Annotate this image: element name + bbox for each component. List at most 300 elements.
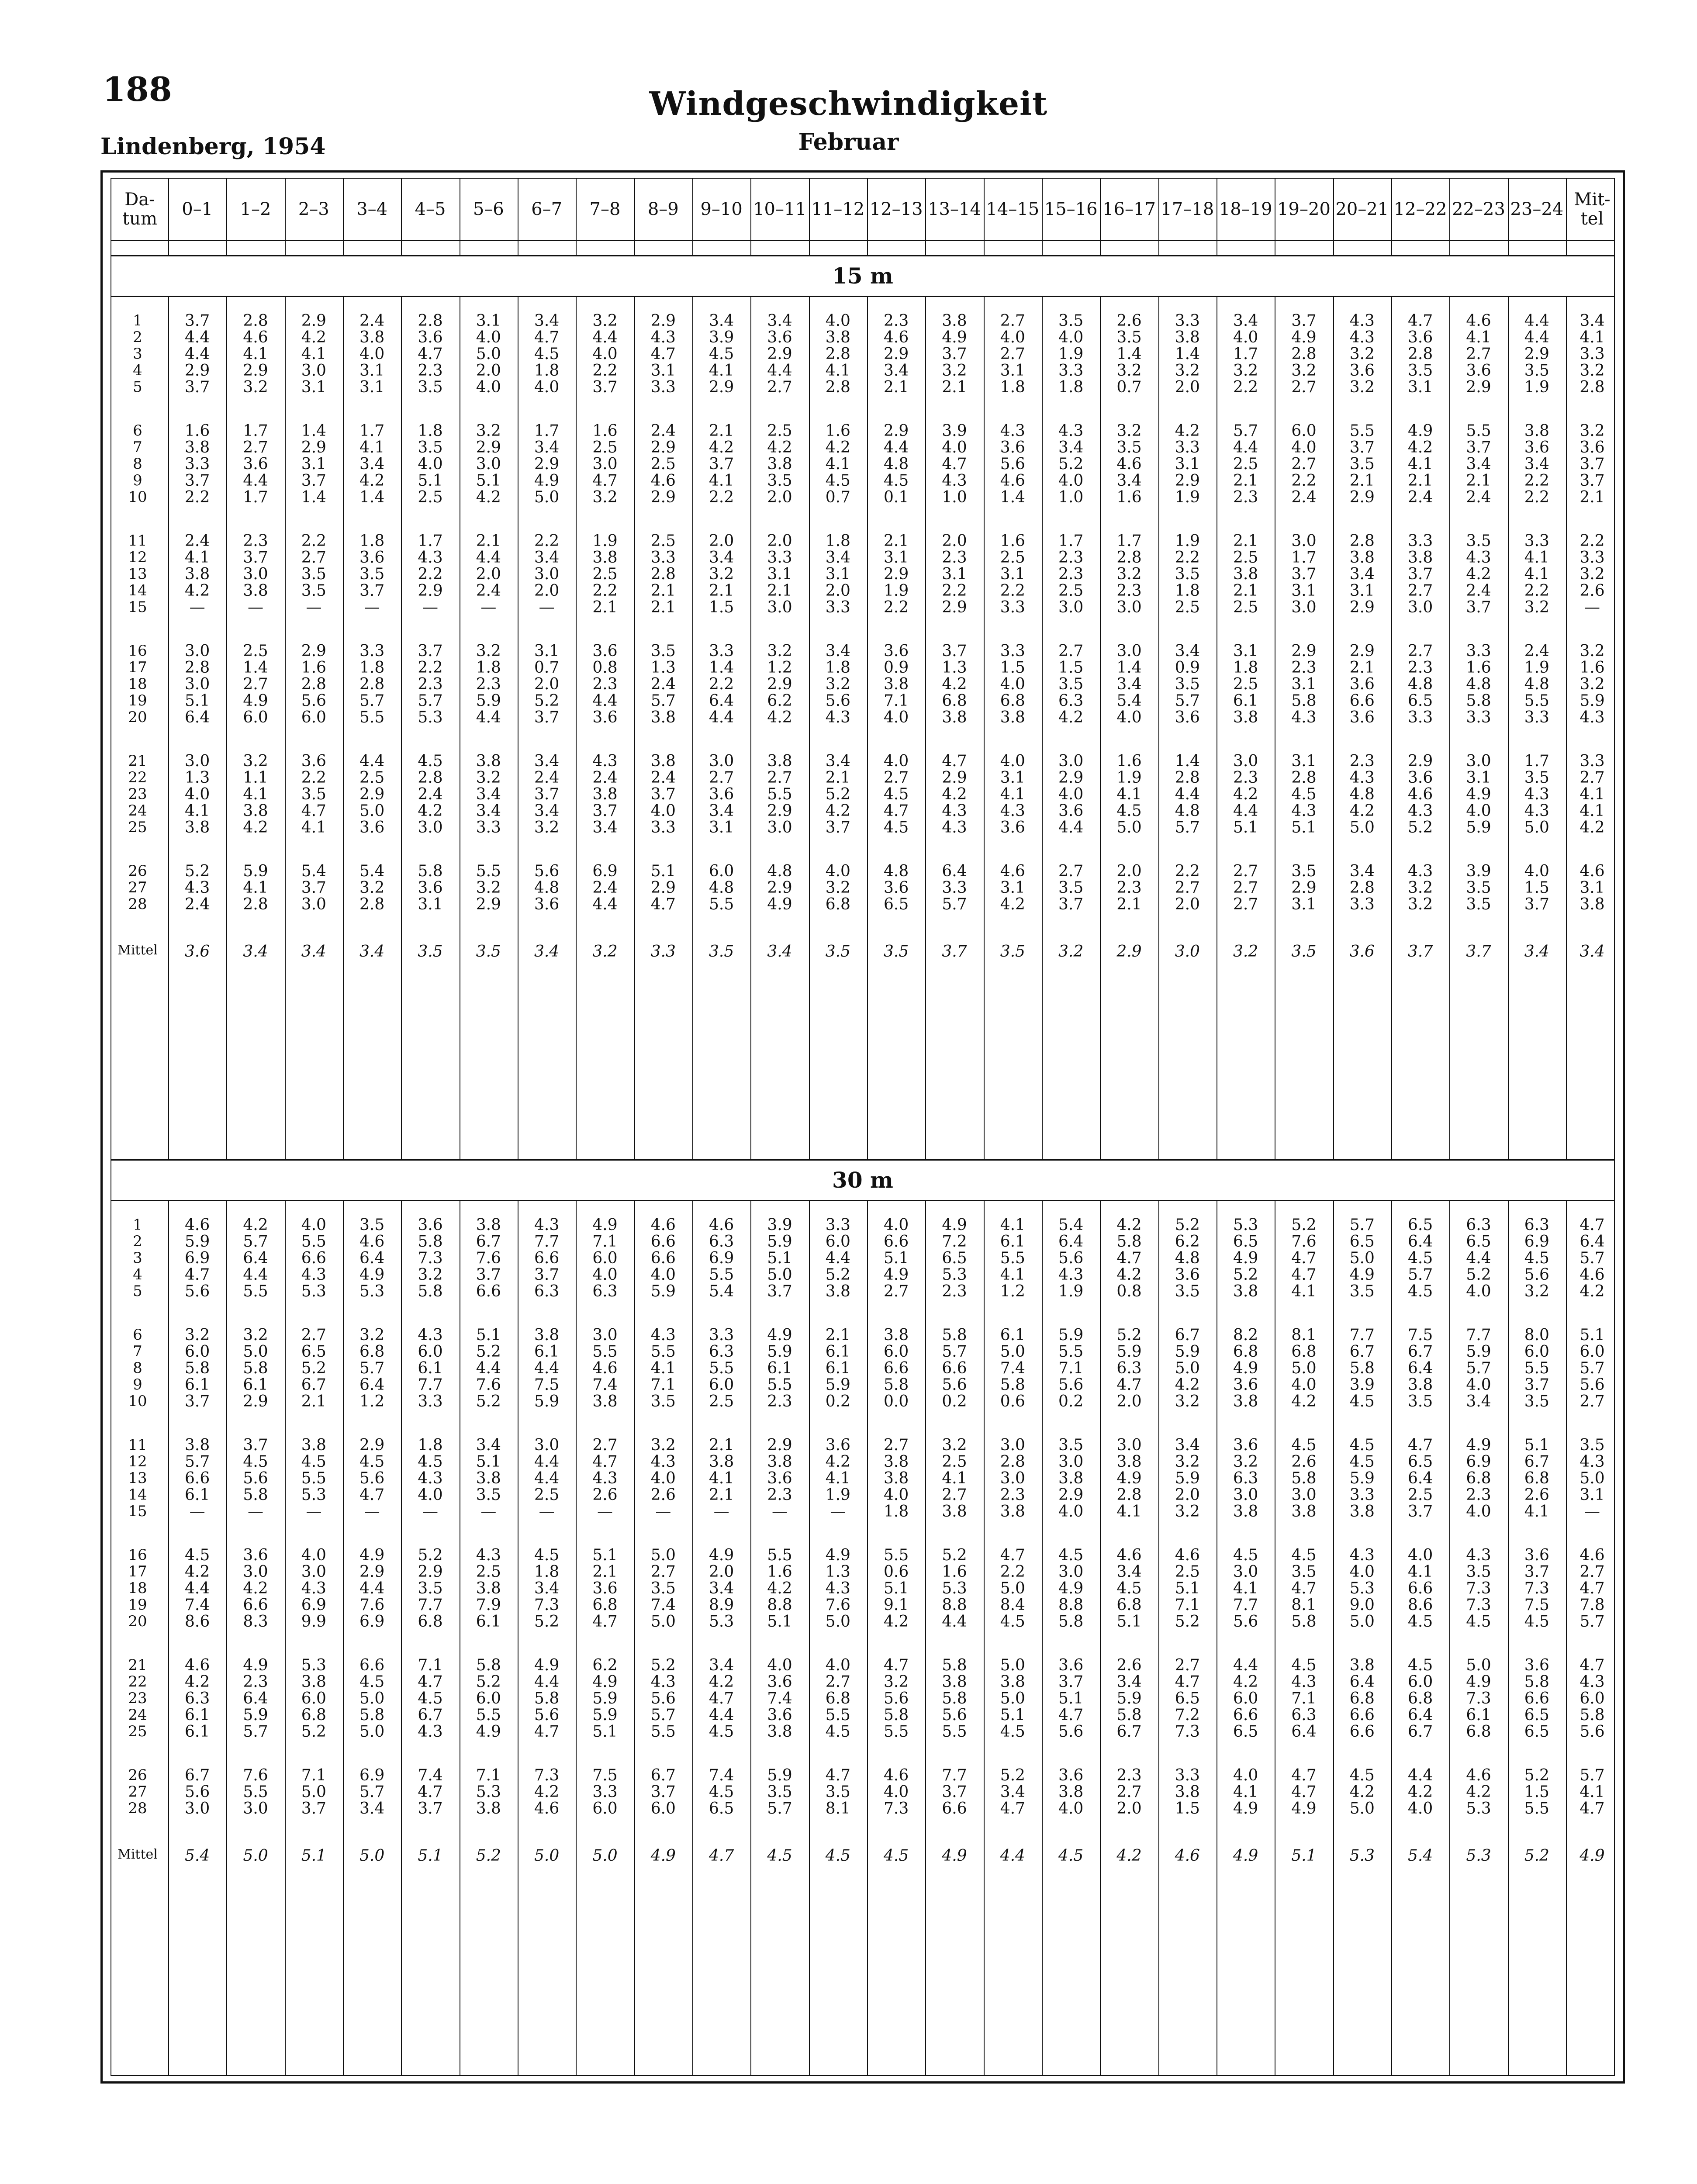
value-cell: 4.2 (1466, 1783, 1491, 1801)
value-cell: 4.7 (1291, 1783, 1317, 1801)
value-cell: 1.6 (592, 422, 618, 440)
value-cell: 4.1 (1291, 1282, 1317, 1300)
value-cell: 3.5 (1291, 1563, 1317, 1581)
value-cell: 2.9 (534, 455, 560, 473)
value-cell: 3.8 (1233, 565, 1258, 583)
value-cell: 6.2 (1175, 1233, 1200, 1251)
day-cell: 5 (133, 378, 142, 396)
value-cell: 5.6 (359, 1469, 385, 1487)
value-cell: 3.4 (709, 549, 734, 567)
value-cell: 4.4 (884, 439, 909, 456)
mean-cell: 5.1 (1291, 1847, 1317, 1865)
value-cell: 1.6 (1466, 659, 1491, 677)
value-cell: 1.4 (1000, 488, 1025, 506)
table-row (111, 785, 1614, 802)
value-cell: 1.0 (1058, 488, 1084, 506)
value-cell: 3.2 (476, 879, 501, 897)
mean-cell: 5.0 (1579, 1469, 1605, 1487)
value-cell: 6.4 (359, 1376, 385, 1394)
value-cell: 4.9 (1233, 1359, 1258, 1377)
value-cell: 3.0 (1116, 642, 1142, 660)
value-cell: 0.8 (1116, 1282, 1142, 1300)
mean-cell: 4.3 (1579, 1453, 1605, 1471)
value-cell: 5.7 (1175, 692, 1200, 710)
value-cell: 5.8 (884, 1706, 909, 1724)
value-cell: 3.1 (709, 819, 734, 836)
value-cell: 5.1 (1291, 819, 1317, 836)
value-cell: 4.0 (825, 1656, 850, 1674)
value-cell: 4.2 (418, 802, 443, 820)
value-cell: 3.2 (1349, 378, 1375, 396)
value-cell: 4.6 (359, 1233, 385, 1251)
value-cell: 5.3 (359, 1282, 385, 1300)
value-cell: 4.7 (1408, 312, 1433, 330)
value-cell: 5.5 (1524, 1359, 1549, 1377)
table-row (111, 692, 1614, 708)
value-cell: 5.6 (1524, 1266, 1549, 1284)
value-cell: 3.8 (301, 1673, 326, 1691)
value-cell: 3.6 (418, 1216, 443, 1234)
value-cell: 8.1 (825, 1800, 850, 1818)
value-cell: 6.6 (650, 1249, 676, 1267)
value-cell: 6.8 (1291, 1343, 1317, 1361)
value-cell: 4.7 (709, 1690, 734, 1707)
value-cell: 4.9 (243, 1656, 268, 1674)
value-cell: 3.7 (1408, 1503, 1433, 1521)
value-cell: 4.6 (1000, 472, 1025, 490)
value-cell: 7.6 (476, 1249, 501, 1267)
value-cell: 4.1 (185, 802, 210, 820)
value-cell: 4.9 (592, 1216, 618, 1234)
value-cell: 3.0 (418, 819, 443, 836)
value-cell: 6.5 (1175, 1690, 1200, 1707)
value-cell: 5.6 (185, 1783, 210, 1801)
value-cell: 6.7 (1175, 1326, 1200, 1344)
value-cell: 5.8 (1291, 1469, 1317, 1487)
value-cell: 5.9 (243, 1706, 268, 1724)
value-cell: 4.0 (592, 1266, 618, 1284)
value-cell: 3.8 (1408, 1376, 1433, 1394)
value-cell: 6.0 (709, 862, 734, 880)
value-cell: 2.8 (1349, 879, 1375, 897)
day-cell: 19 (128, 692, 147, 709)
value-cell: 5.3 (942, 1579, 967, 1597)
value-cell: 2.2 (1000, 582, 1025, 600)
table-row (111, 345, 1614, 362)
value-cell: 5.9 (1466, 819, 1491, 836)
mean-cell: 3.3 (1579, 549, 1605, 567)
value-cell: 6.1 (185, 1486, 210, 1504)
value-cell: 5.1 (418, 472, 443, 490)
value-cell: 3.2 (1349, 345, 1375, 363)
value-cell: 5.0 (1175, 1359, 1200, 1377)
value-cell: 3.5 (1349, 455, 1375, 473)
value-cell: 4.4 (534, 1453, 560, 1471)
value-cell: 3.5 (418, 378, 443, 396)
value-cell: 4.2 (1291, 1393, 1317, 1410)
column-header: 11–12 (811, 199, 865, 219)
value-cell: 5.0 (1000, 1656, 1025, 1674)
value-cell: 5.7 (650, 692, 676, 710)
value-cell: 6.0 (301, 1690, 326, 1707)
value-cell: 5.6 (1058, 1376, 1084, 1394)
value-cell: 3.7 (185, 472, 210, 490)
day-cell: 15 (128, 1503, 147, 1520)
value-cell: 3.6 (767, 1673, 792, 1691)
value-cell: 3.4 (534, 549, 560, 567)
value-cell: 3.7 (709, 455, 734, 473)
value-cell: 4.3 (650, 1326, 676, 1344)
value-cell: 2.9 (650, 879, 676, 897)
value-cell: 2.4 (185, 532, 210, 550)
value-cell: 2.8 (1408, 345, 1433, 363)
value-cell: 5.8 (1000, 1376, 1025, 1394)
mean-cell: 4.1 (1579, 802, 1605, 820)
column-header: 15–16 (1044, 199, 1098, 219)
value-cell: 6.0 (592, 1800, 618, 1818)
value-cell: 3.6 (534, 895, 560, 913)
value-cell: 3.3 (476, 819, 501, 836)
value-cell: 2.3 (1233, 769, 1258, 787)
value-cell: 3.4 (534, 312, 560, 330)
value-cell: 3.7 (185, 1393, 210, 1410)
value-cell: 6.1 (243, 1376, 268, 1394)
value-cell: 5.5 (884, 1546, 909, 1564)
value-cell: 3.3 (418, 1393, 443, 1410)
value-cell: 6.5 (1408, 1453, 1433, 1471)
value-cell: 2.0 (1175, 895, 1200, 913)
value-cell: 6.8 (825, 1690, 850, 1707)
table-row (111, 598, 1614, 615)
day-cell: 20 (128, 1613, 147, 1630)
value-cell: — (539, 1503, 555, 1521)
value-cell: 3.8 (942, 312, 967, 330)
value-cell: 5.2 (825, 1266, 850, 1284)
value-cell: 3.2 (1175, 1453, 1200, 1471)
value-cell: 6.0 (476, 1690, 501, 1707)
value-cell: 5.7 (767, 1800, 792, 1818)
value-cell: 3.2 (767, 642, 792, 660)
value-cell: 2.4 (592, 879, 618, 897)
value-cell: 4.5 (418, 1453, 443, 1471)
value-cell: 1.4 (359, 488, 385, 506)
value-cell: 3.5 (1408, 362, 1433, 380)
table-row (111, 1579, 1614, 1596)
value-cell: 6.4 (1408, 1233, 1433, 1251)
value-cell: 2.5 (1175, 598, 1200, 616)
value-cell: 5.9 (185, 1233, 210, 1251)
value-cell: 7.4 (709, 1766, 734, 1784)
value-cell: 6.1 (185, 1723, 210, 1741)
value-cell: — (655, 1503, 671, 1521)
value-cell: 1.8 (825, 659, 850, 677)
value-cell: 2.7 (1233, 862, 1258, 880)
value-cell: 4.0 (1233, 328, 1258, 346)
value-cell: 3.2 (243, 1326, 268, 1344)
value-cell: 6.2 (767, 692, 792, 710)
value-cell: 3.4 (1466, 455, 1491, 473)
value-cell: 5.8 (185, 1359, 210, 1377)
mean-cell: 3.7 (1408, 943, 1433, 961)
value-cell: 3.9 (767, 1216, 792, 1234)
day-cell: 24 (128, 802, 147, 819)
value-cell: 4.9 (534, 472, 560, 490)
mean-cell: 3.7 (1579, 472, 1605, 490)
value-cell: 5.1 (767, 1613, 792, 1631)
value-cell: 1.4 (301, 422, 326, 440)
value-cell: 4.0 (1058, 1800, 1084, 1818)
day-cell: 7 (133, 1343, 142, 1360)
mean-cell: 4.1 (1579, 785, 1605, 803)
value-cell: 2.7 (650, 1563, 676, 1581)
value-cell: 3.5 (1175, 1282, 1200, 1300)
value-cell: 5.5 (709, 1359, 734, 1377)
value-cell: 5.1 (1175, 1579, 1200, 1597)
value-cell: 3.0 (767, 598, 792, 616)
value-cell: 4.0 (1000, 752, 1025, 770)
value-cell: 5.8 (1466, 692, 1491, 710)
value-cell: 6.3 (1058, 692, 1084, 710)
value-cell: 4.8 (1349, 785, 1375, 803)
value-cell: 5.7 (1408, 1266, 1433, 1284)
value-cell: 3.1 (650, 362, 676, 380)
value-cell: 3.5 (1175, 675, 1200, 693)
value-cell: 3.6 (418, 328, 443, 346)
value-cell: 2.3 (1116, 879, 1142, 897)
value-cell: 4.0 (301, 1546, 326, 1564)
value-cell: 3.2 (243, 378, 268, 396)
value-cell: 3.0 (1058, 598, 1084, 616)
value-cell: 4.3 (650, 328, 676, 346)
value-cell: 3.8 (709, 1453, 734, 1471)
value-cell: 3.8 (1233, 1503, 1258, 1521)
value-cell: 8.0 (1524, 1326, 1549, 1344)
value-cell: 3.8 (942, 1673, 967, 1691)
day-cell: 13 (128, 1469, 147, 1487)
value-cell: 1.1 (243, 769, 268, 787)
value-cell: 1.9 (1058, 1282, 1084, 1300)
value-cell: 2.0 (534, 675, 560, 693)
value-cell: 3.2 (1175, 362, 1200, 380)
value-cell: 5.8 (1116, 1233, 1142, 1251)
mean-cell: 3.5 (1579, 1436, 1605, 1454)
mean-cell: 5.6 (1579, 1376, 1605, 1394)
value-cell: 6.3 (1524, 1216, 1549, 1234)
value-cell: 4.6 (884, 328, 909, 346)
value-cell: 3.0 (301, 1563, 326, 1581)
mean-cell: 3.5 (709, 943, 734, 961)
value-cell: 4.6 (592, 1359, 618, 1377)
value-cell: 4.7 (884, 802, 909, 820)
value-cell: 5.8 (1058, 1613, 1084, 1631)
value-cell: 0.2 (1058, 1393, 1084, 1410)
value-cell: 2.4 (359, 312, 385, 330)
value-cell: 4.3 (418, 1723, 443, 1741)
table-row (111, 769, 1614, 785)
value-cell: 3.0 (185, 642, 210, 660)
table-row (111, 1596, 1614, 1613)
value-cell: 3.7 (1291, 312, 1317, 330)
value-cell: 2.9 (185, 362, 210, 380)
value-cell: 0.6 (884, 1563, 909, 1581)
value-cell: 3.4 (825, 752, 850, 770)
day-cell: 19 (128, 1596, 147, 1614)
value-cell: 3.0 (185, 675, 210, 693)
value-cell: 4.4 (476, 1359, 501, 1377)
value-cell: 3.4 (1058, 439, 1084, 456)
value-cell: 3.3 (709, 642, 734, 660)
table-row (111, 1706, 1614, 1723)
value-cell: 4.5 (1349, 1393, 1375, 1410)
table-row (111, 328, 1614, 345)
value-cell: 3.4 (1116, 472, 1142, 490)
day-cell: 7 (133, 439, 142, 456)
value-cell: 4.4 (476, 708, 501, 726)
value-cell: 2.0 (1175, 378, 1200, 396)
value-cell: 4.3 (1408, 802, 1433, 820)
value-cell: 3.2 (592, 312, 618, 330)
value-cell: 6.0 (185, 1343, 210, 1361)
day-cell: 14 (128, 1486, 147, 1503)
value-cell: 3.8 (185, 819, 210, 836)
value-cell: 5.1 (767, 1249, 792, 1267)
value-cell: 4.4 (709, 708, 734, 726)
value-cell: 4.5 (884, 819, 909, 836)
column-header: Da- tum (122, 190, 157, 229)
value-cell: 6.9 (1466, 1453, 1491, 1471)
mean-cell: 3.5 (1000, 943, 1025, 961)
value-cell: 4.0 (185, 785, 210, 803)
value-cell: 6.9 (359, 1766, 385, 1784)
value-cell: 4.5 (1000, 1613, 1025, 1631)
value-cell: 4.5 (1524, 1249, 1549, 1267)
value-cell: 5.9 (1116, 1690, 1142, 1707)
value-cell: 3.0 (185, 1800, 210, 1818)
value-cell: 4.3 (942, 802, 967, 820)
value-cell: 3.3 (1175, 1766, 1200, 1784)
value-cell: 3.3 (1408, 708, 1433, 726)
value-cell: 2.3 (1116, 1766, 1142, 1784)
value-cell: 7.4 (418, 1766, 443, 1784)
value-cell: 2.8 (418, 312, 443, 330)
value-cell: 3.1 (825, 565, 850, 583)
value-cell: 3.6 (1349, 362, 1375, 380)
day-cell: 20 (128, 708, 147, 726)
value-cell: 4.4 (185, 328, 210, 346)
mean-cell: 4.7 (1579, 1800, 1605, 1818)
value-cell: 3.8 (650, 708, 676, 726)
value-cell: 4.2 (185, 1673, 210, 1691)
value-cell: 3.7 (1524, 1563, 1549, 1581)
value-cell: 4.4 (476, 549, 501, 567)
value-cell: 3.5 (476, 1486, 501, 1504)
value-cell: 4.7 (592, 1453, 618, 1471)
value-cell: 5.0 (1524, 819, 1549, 836)
value-cell: 4.3 (825, 1579, 850, 1597)
value-cell: 1.8 (476, 659, 501, 677)
value-cell: 4.0 (476, 378, 501, 396)
value-cell: 2.7 (1291, 455, 1317, 473)
value-cell: 3.8 (1116, 1453, 1142, 1471)
value-cell: 4.0 (1408, 1800, 1433, 1818)
value-cell: 2.2 (1524, 472, 1549, 490)
value-cell: 7.7 (418, 1596, 443, 1614)
value-cell: 2.9 (709, 378, 734, 396)
value-cell: 4.4 (942, 1613, 967, 1631)
value-cell: 2.4 (1524, 642, 1549, 660)
value-cell: 5.3 (1233, 1216, 1258, 1234)
value-cell: 4.0 (1466, 1282, 1491, 1300)
value-cell: 2.9 (418, 1563, 443, 1581)
value-cell: 3.3 (1466, 708, 1491, 726)
value-cell: 1.5 (1524, 879, 1549, 897)
value-cell: 3.7 (1524, 1376, 1549, 1394)
value-cell: 2.9 (1466, 378, 1491, 396)
value-cell: 3.1 (884, 549, 909, 567)
value-cell: 2.3 (1291, 659, 1317, 677)
value-cell: 7.3 (534, 1766, 560, 1784)
value-cell: 5.6 (942, 1376, 967, 1394)
value-cell: 2.9 (1058, 1486, 1084, 1504)
day-cell: 16 (128, 642, 147, 660)
value-cell: 4.0 (1466, 1376, 1491, 1394)
value-cell: 3.0 (1058, 1453, 1084, 1471)
value-cell: 4.6 (1116, 1546, 1142, 1564)
value-cell: 2.9 (1291, 642, 1317, 660)
value-cell: 4.5 (1408, 1656, 1433, 1674)
value-cell: 5.7 (418, 692, 443, 710)
value-cell: 3.4 (884, 362, 909, 380)
value-cell: 3.8 (1000, 1673, 1025, 1691)
value-cell: 2.9 (243, 1393, 268, 1410)
value-cell: 5.8 (1291, 692, 1317, 710)
value-cell: 4.2 (767, 708, 792, 726)
value-cell: 5.6 (534, 862, 560, 880)
value-cell: 5.1 (884, 1579, 909, 1597)
mean-cell: 2.7 (1579, 769, 1605, 787)
value-cell: 6.6 (359, 1656, 385, 1674)
value-cell: 2.2 (301, 769, 326, 787)
table-row (111, 455, 1614, 472)
column-header: 18–19 (1219, 199, 1272, 219)
value-cell: 3.1 (1175, 455, 1200, 473)
value-cell: 3.8 (825, 1282, 850, 1300)
value-cell: 2.2 (709, 675, 734, 693)
value-cell: 1.7 (1058, 532, 1084, 550)
value-cell: 7.1 (301, 1766, 326, 1784)
value-cell: 4.4 (1524, 312, 1549, 330)
value-cell: 4.2 (1408, 439, 1433, 456)
mean-cell: 5.7 (1579, 1613, 1605, 1631)
value-cell: 4.5 (1408, 1249, 1433, 1267)
value-cell: 2.8 (1000, 1453, 1025, 1471)
value-cell: 2.3 (418, 675, 443, 693)
value-cell: 4.7 (534, 1723, 560, 1741)
value-cell: 2.0 (1116, 1393, 1142, 1410)
table-frame (100, 170, 1625, 2084)
value-cell: 4.0 (884, 708, 909, 726)
value-cell: 2.9 (767, 879, 792, 897)
value-cell: 4.2 (1116, 1216, 1142, 1234)
value-cell: 2.8 (243, 312, 268, 330)
value-cell: 2.9 (1058, 769, 1084, 787)
value-cell: 4.0 (825, 312, 850, 330)
value-cell: 6.3 (1233, 1469, 1258, 1487)
value-cell: 4.7 (418, 1673, 443, 1691)
mean-cell: 4.2 (1116, 1847, 1142, 1865)
value-cell: 3.5 (1058, 879, 1084, 897)
value-cell: 3.4 (1175, 642, 1200, 660)
